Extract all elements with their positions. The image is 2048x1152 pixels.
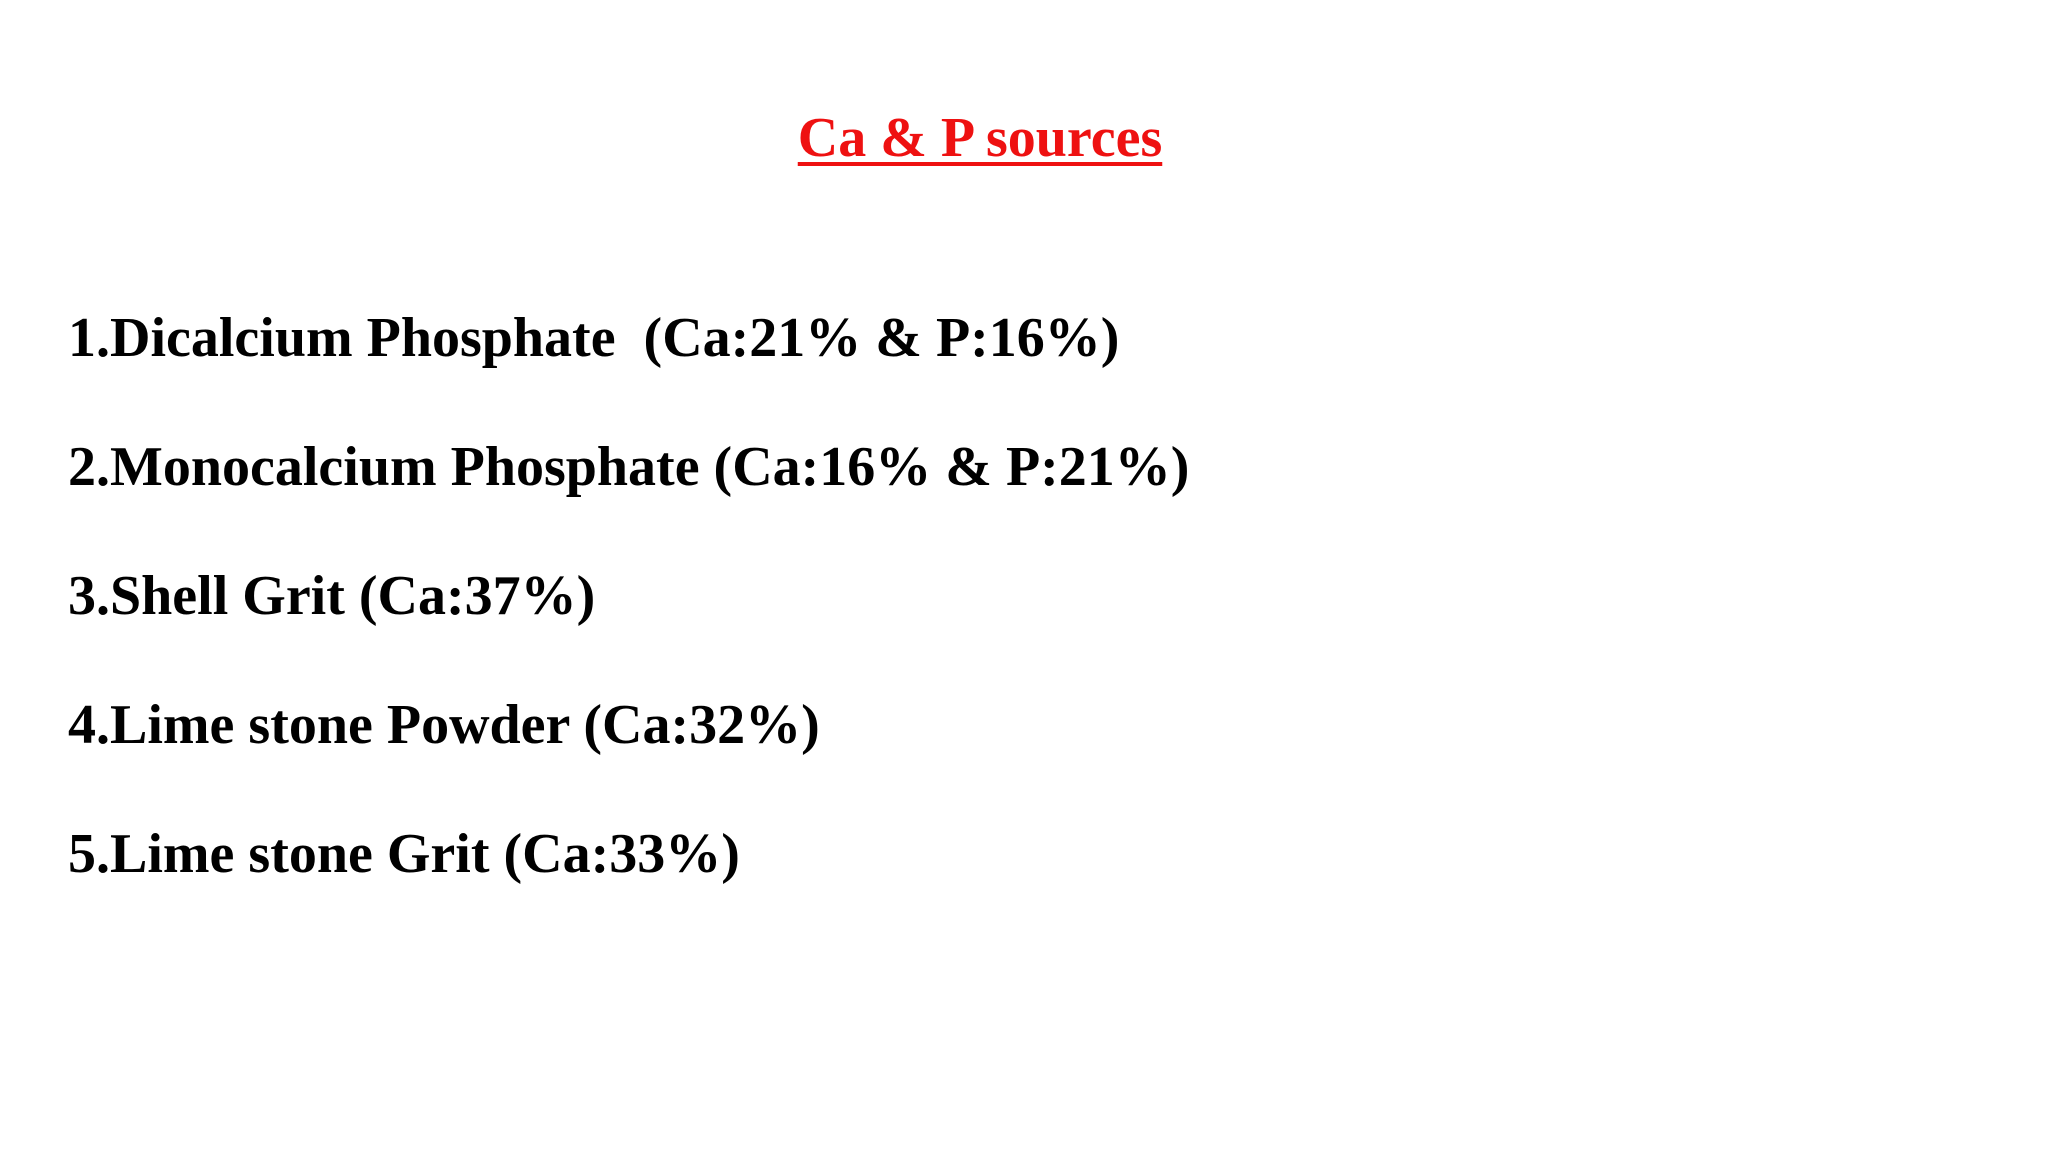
list-item: 4.Lime stone Powder (Ca:32%): [68, 694, 820, 756]
slide-title: Ca & P sources: [797, 107, 1163, 169]
list-item: 1.Dicalcium Phosphate (Ca:21% & P:16%): [68, 307, 1120, 369]
list-item: 5.Lime stone Grit (Ca:33%): [68, 823, 740, 885]
list-item: 2.Monocalcium Phosphate (Ca:16% & P:21%): [68, 436, 1190, 498]
sources-list: [68, 300, 1189, 945]
list-item: 3.Shell Grit (Ca:37%): [68, 565, 596, 627]
